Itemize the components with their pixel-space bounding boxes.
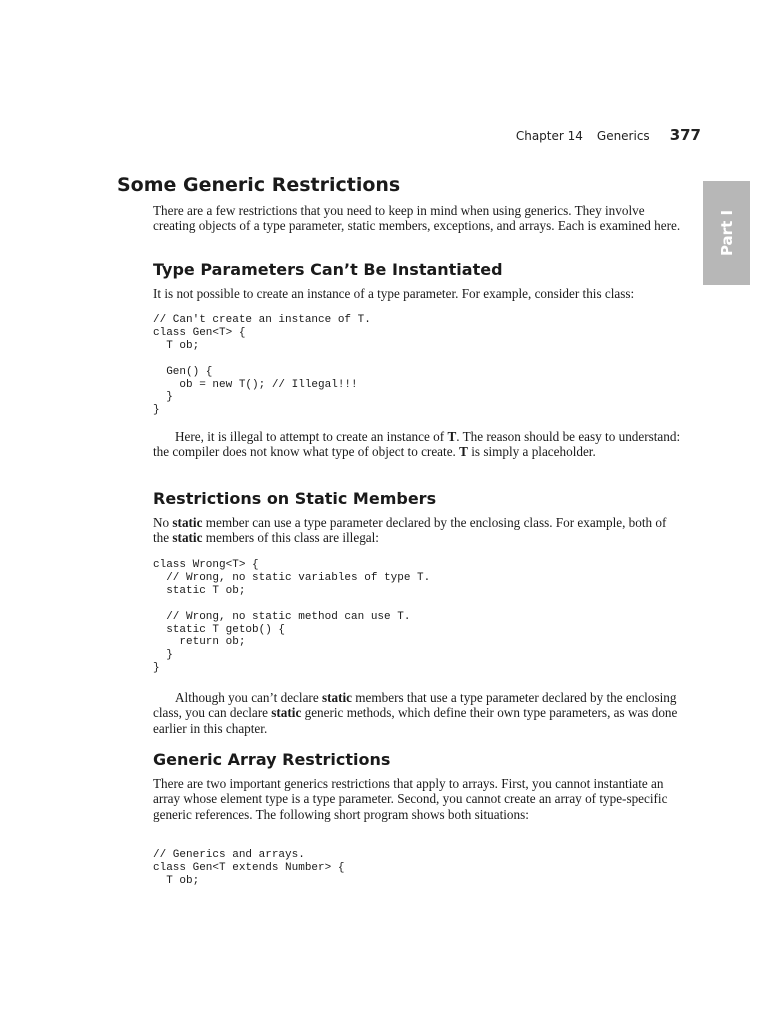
running-head: [516, 126, 701, 144]
arrays-intro: There are two important generics restrictions that apply to arrays. First, you cannot instantiate an array whose element type is a type parameter. Second, you cannot create an array of type-specific generic references. The following short program shows both situations:: [153, 776, 668, 822]
section-intro: There are a few restrictions that you need to keep in mind when using generics. They involve creating objects of a type parameter, static members, exceptions, and arrays. Each is examined here.: [153, 203, 681, 234]
subsection-title-arrays: Generic Array Restrictions: [153, 750, 391, 769]
static-intro: No static member can use a type parameter declared by the enclosing class. For example, both of the static members of this class are illegal:: [153, 515, 667, 546]
chapter-label: Chapter 14: [515, 129, 583, 143]
code-block-arrays: // Generics and arrays. class Gen<T extends Number> { T ob;: [153, 849, 345, 887]
page-number: 377: [669, 126, 701, 144]
code-block-instantiation: // Can't create an instance of T. class Gen<T> { T ob; Gen() { ob = new T(); // Illegal!!! } }: [153, 314, 371, 417]
instantiation-explanation: Here, it is illegal to attempt to create an instance of T. The reason should be easy to understand: the compiler does not know what type of object to create. T is simply a placeholder.: [153, 429, 681, 460]
static-explanation: Although you can’t declare static members that use a type parameter declared by the enclosing class, you can declare static generic methods, which define their own type parameters, as was done earlier in this chapter.: [153, 690, 678, 736]
subsection-title-instantiation: Type Parameters Can’t Be Instantiated: [153, 260, 503, 279]
chapter-title: Generics: [596, 129, 650, 143]
part-tab-label: Part I: [717, 209, 736, 257]
code-block-static: class Wrong<T> { // Wrong, no static variables of type T. static T ob; // Wrong, no static method can use T. static T getob() { return ob; } }: [153, 559, 431, 675]
subsection-title-static: Restrictions on Static Members: [153, 489, 437, 508]
section-title: Some Generic Restrictions: [117, 174, 401, 196]
instantiation-intro: It is not possible to create an instance of a type parameter. For example, consider this class:: [153, 286, 635, 301]
part-tab: [703, 181, 750, 285]
